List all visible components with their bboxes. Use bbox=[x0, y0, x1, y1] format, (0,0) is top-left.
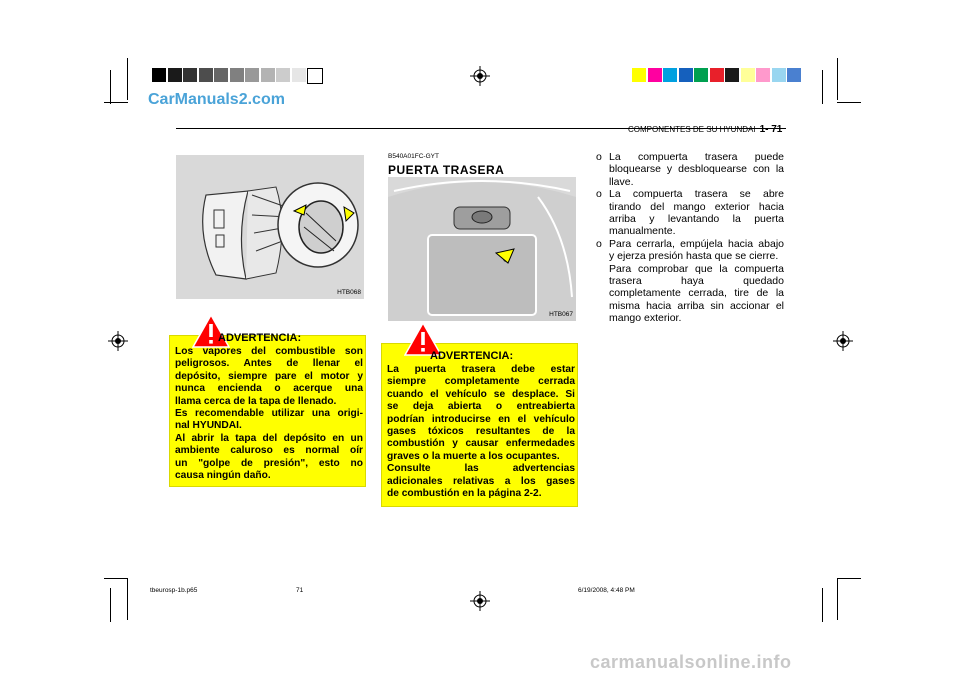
footer-filename: tbeurosp-1b.p65 bbox=[150, 587, 198, 594]
registration-mark-icon bbox=[470, 66, 490, 86]
warning-line: de combustión en la página 2-2. bbox=[387, 488, 542, 500]
running-header bbox=[628, 124, 782, 135]
color-swatch bbox=[772, 68, 786, 82]
warning-line: siempre completamente cerrada bbox=[387, 376, 575, 388]
color-swatch bbox=[725, 68, 739, 82]
color-swatch bbox=[168, 68, 182, 82]
color-swatch bbox=[292, 68, 306, 82]
warning-line: podrían introducirse en el vehículo bbox=[387, 413, 575, 425]
list-item-line: Para comprobar que la compuerta bbox=[609, 262, 784, 275]
bullet-mark: o bbox=[596, 188, 602, 201]
warning-line: llama cerca de la tapa de llenado. bbox=[175, 395, 337, 407]
tailgate-drawing bbox=[388, 177, 576, 321]
warning-line: cuando el vehículo se desplace. Si bbox=[387, 388, 575, 400]
warning-line: se deja abierta o entreabierta bbox=[387, 401, 575, 413]
section-heading: PUERTA TRASERA bbox=[388, 163, 505, 177]
color-swatch bbox=[694, 68, 708, 82]
photo-label: HTB068 bbox=[337, 289, 361, 296]
warning-line: adicionales relativas a los gases bbox=[387, 475, 575, 487]
warning-line: Al abrir la tapa del depósito en un bbox=[175, 432, 363, 444]
registration-mark-icon bbox=[108, 331, 128, 351]
bullet-mark: o bbox=[596, 237, 602, 250]
section-title: COMPONENTES DE SU HYUNDAI bbox=[628, 125, 756, 134]
warning-line: Consulte las advertencias bbox=[387, 463, 575, 475]
color-swatch bbox=[663, 68, 677, 82]
section-code: B540A01FC-GYT bbox=[388, 153, 439, 160]
color-swatch bbox=[276, 68, 290, 82]
color-swatch bbox=[245, 68, 259, 82]
color-swatch bbox=[307, 68, 323, 84]
list-item-line: llave. bbox=[609, 175, 634, 188]
list-item bbox=[596, 238, 784, 325]
list-item-line: misma hacia arriba sin accionar el bbox=[609, 299, 784, 312]
warning-line: un "golpe de presión", esto no bbox=[175, 457, 363, 469]
warning-line: combustión y causar enfermedades bbox=[387, 438, 575, 450]
list-item-line: La compuerta trasera se abre bbox=[609, 188, 784, 201]
warning-text bbox=[175, 346, 363, 482]
color-swatch bbox=[183, 68, 197, 82]
fuel-warning-box bbox=[169, 332, 366, 487]
footer-date: 6/19/2008, 4:48 PM bbox=[578, 587, 635, 594]
warning-line: nunca encienda o acerque una bbox=[175, 383, 363, 395]
warning-line: depósito, siempre pare el motor y bbox=[175, 370, 363, 382]
color-swatch bbox=[152, 68, 166, 82]
list-item bbox=[596, 188, 784, 238]
photo-label: HTB067 bbox=[549, 311, 573, 318]
color-swatch bbox=[261, 68, 275, 82]
warning-line: graves o la muerte a los ocupantes. bbox=[387, 450, 560, 462]
bullet-mark: o bbox=[596, 151, 602, 163]
warning-title: ADVERTENCIA: bbox=[218, 332, 302, 344]
list-item-line: Para cerrarla, empújela hacia abajo bbox=[609, 237, 784, 250]
registration-mark-icon bbox=[833, 331, 853, 351]
warning-line: causa ningún daño. bbox=[175, 470, 271, 482]
list-item-line: mango exterior. bbox=[609, 312, 682, 325]
color-swatch bbox=[741, 68, 755, 82]
list-item-line: arriba y levantando la puerta bbox=[609, 213, 784, 226]
color-swatch bbox=[199, 68, 213, 82]
tailgate-illustration bbox=[388, 177, 576, 321]
bottom-watermark: carmanualsonline.info bbox=[590, 652, 792, 672]
warning-line: gases tóxicos resultantes de la bbox=[387, 426, 575, 438]
page-number: 1- 71 bbox=[759, 124, 783, 135]
tailgate-instructions-list bbox=[596, 151, 784, 325]
list-item-line: completamente cerrada, tire de la bbox=[609, 287, 784, 300]
list-item-line: trasera haya quedado bbox=[609, 275, 784, 288]
list-item-line: y ejerza presión hasta que se cierre. bbox=[609, 250, 779, 263]
color-swatch bbox=[679, 68, 693, 82]
warning-title: ADVERTENCIA: bbox=[430, 350, 514, 362]
warning-line: ambiente caluroso es normal oír bbox=[175, 445, 363, 457]
list-item-line: La compuerta trasera puede bbox=[609, 151, 784, 163]
color-swatch bbox=[787, 68, 801, 82]
watermark-link[interactable]: CarManuals2.com bbox=[148, 91, 285, 108]
list-item-line: tirando del mango exterior hacia bbox=[609, 200, 784, 213]
color-swatch bbox=[710, 68, 724, 82]
color-swatch bbox=[632, 68, 646, 82]
fuel-door-drawing bbox=[176, 155, 364, 299]
list-item-line: manualmente. bbox=[609, 225, 676, 238]
registration-mark-icon bbox=[470, 591, 490, 611]
color-swatch bbox=[230, 68, 244, 82]
list-item-line: bloquearse y desbloquearse con la bbox=[609, 163, 784, 176]
fuel-filler-illustration bbox=[176, 155, 364, 299]
tailgate-warning-box bbox=[381, 343, 578, 507]
color-swatch bbox=[648, 68, 662, 82]
warning-line: peligrosos. Antes de llenar el bbox=[175, 358, 363, 370]
warning-text bbox=[387, 364, 575, 500]
warning-line: La puerta trasera debe estar bbox=[387, 364, 575, 375]
color-swatch bbox=[756, 68, 770, 82]
warning-line: Los vapores del combustible son bbox=[175, 346, 363, 357]
color-swatch bbox=[214, 68, 228, 82]
warning-line: Es recomendable utilizar una origi- bbox=[175, 408, 363, 420]
footer-page: 71 bbox=[296, 587, 304, 594]
warning-line: nal HYUNDAI. bbox=[175, 420, 242, 432]
list-item bbox=[596, 151, 784, 188]
